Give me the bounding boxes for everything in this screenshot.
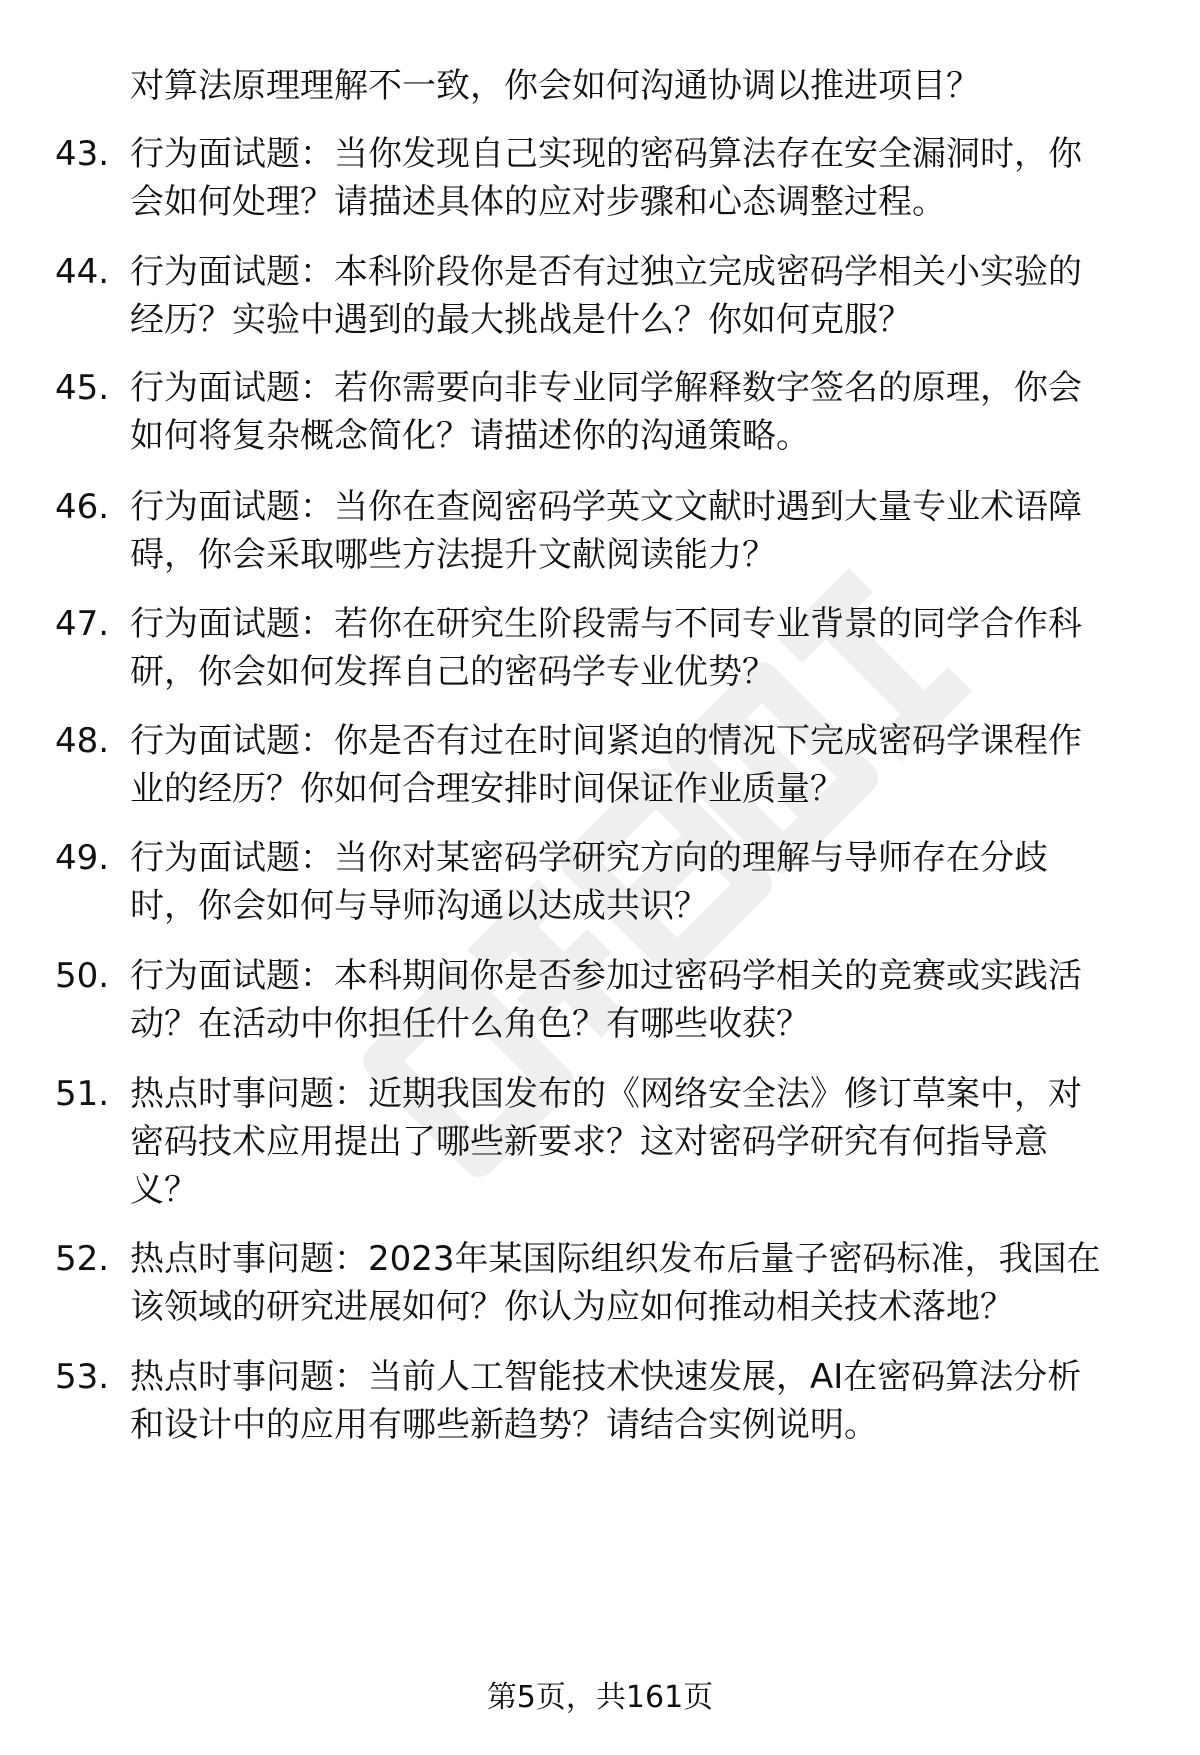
question-number: 46. xyxy=(55,487,110,527)
question-number: 48. xyxy=(55,721,110,761)
question-text-line: 如何将复杂概念简化？请描述你的沟通策略。 xyxy=(130,416,810,456)
question-number: 50. xyxy=(55,956,110,996)
question-text-line: 会如何处理？请描述具体的应对步骤和心态调整过程。 xyxy=(130,182,946,222)
question-number: 53. xyxy=(55,1357,110,1397)
question-text-line: 行为面试题：若你在研究生阶段需与不同专业背景的同学合作科 xyxy=(130,604,1082,644)
question-text-line: 行为面试题：你是否有过在时间紧迫的情况下完成密码学课程作 xyxy=(130,721,1082,761)
question-number: 49. xyxy=(55,838,110,878)
question-text-line: 该领域的研究进展如何？你认为应如何推动相关技术落地？ xyxy=(130,1287,1014,1327)
question-text-line: 密码技术应用提出了哪些新要求？这对密码学研究有何指导意 xyxy=(130,1122,1048,1162)
question-text-line: 行为面试题：若你需要向非专业同学解释数字签名的原理，你会 xyxy=(130,368,1082,408)
question-number: 44. xyxy=(55,252,110,292)
question-number: 43. xyxy=(55,134,110,174)
question-text-line: 和设计中的应用有哪些新趋势？请结合实例说明。 xyxy=(130,1405,878,1445)
question-text-line: 时，你会如何与导师沟通以达成共识？ xyxy=(130,886,708,926)
question-number: 47. xyxy=(55,604,110,644)
question-text-line: 业的经历？你如何合理安排时间保证作业质量？ xyxy=(130,769,844,809)
question-text-line: 碍，你会采取哪些方法提升文献阅读能力？ xyxy=(130,535,776,575)
page-footer: 第5页，共161页 xyxy=(486,1680,714,1715)
question-text-line: 义？ xyxy=(130,1170,198,1210)
question-text-line: 动？在活动中你担任什么角色？有哪些收获？ xyxy=(130,1004,810,1044)
question-text-line: 行为面试题：本科阶段你是否有过独立完成密码学相关小实验的 xyxy=(130,252,1082,292)
question-text-line: 热点时事问题：2023年某国际组织发布后量子密码标准，我国在 xyxy=(130,1239,1101,1279)
continued-question-text: 对算法原理理解不一致，你会如何沟通协调以推进项目？ xyxy=(130,66,980,106)
question-number: 51. xyxy=(55,1074,110,1114)
question-text-line: 行为面试题：当你对某密码学研究方向的理解与导师存在分歧 xyxy=(130,838,1048,878)
question-text-line: 热点时事问题：近期我国发布的《网络安全法》修订草案中，对 xyxy=(130,1074,1082,1114)
question-text-line: 经历？实验中遇到的最大挑战是什么？你如何克服？ xyxy=(130,300,912,340)
question-text-line: 行为面试题：本科期间你是否参加过密码学相关的竞赛或实践活 xyxy=(130,956,1082,996)
question-text-line: 热点时事问题：当前人工智能技术快速发展，AI在密码算法分析 xyxy=(130,1357,1082,1397)
question-text-line: 行为面试题：当你发现自己实现的密码算法存在安全漏洞时，你 xyxy=(130,134,1082,174)
question-number: 45. xyxy=(55,368,110,408)
question-text-line: 行为面试题：当你在查阅密码学英文文献时遇到大量专业术语障 xyxy=(130,487,1082,527)
question-text-line: 研，你会如何发挥自己的密码学专业优势？ xyxy=(130,652,776,692)
question-number: 52. xyxy=(55,1239,110,1279)
